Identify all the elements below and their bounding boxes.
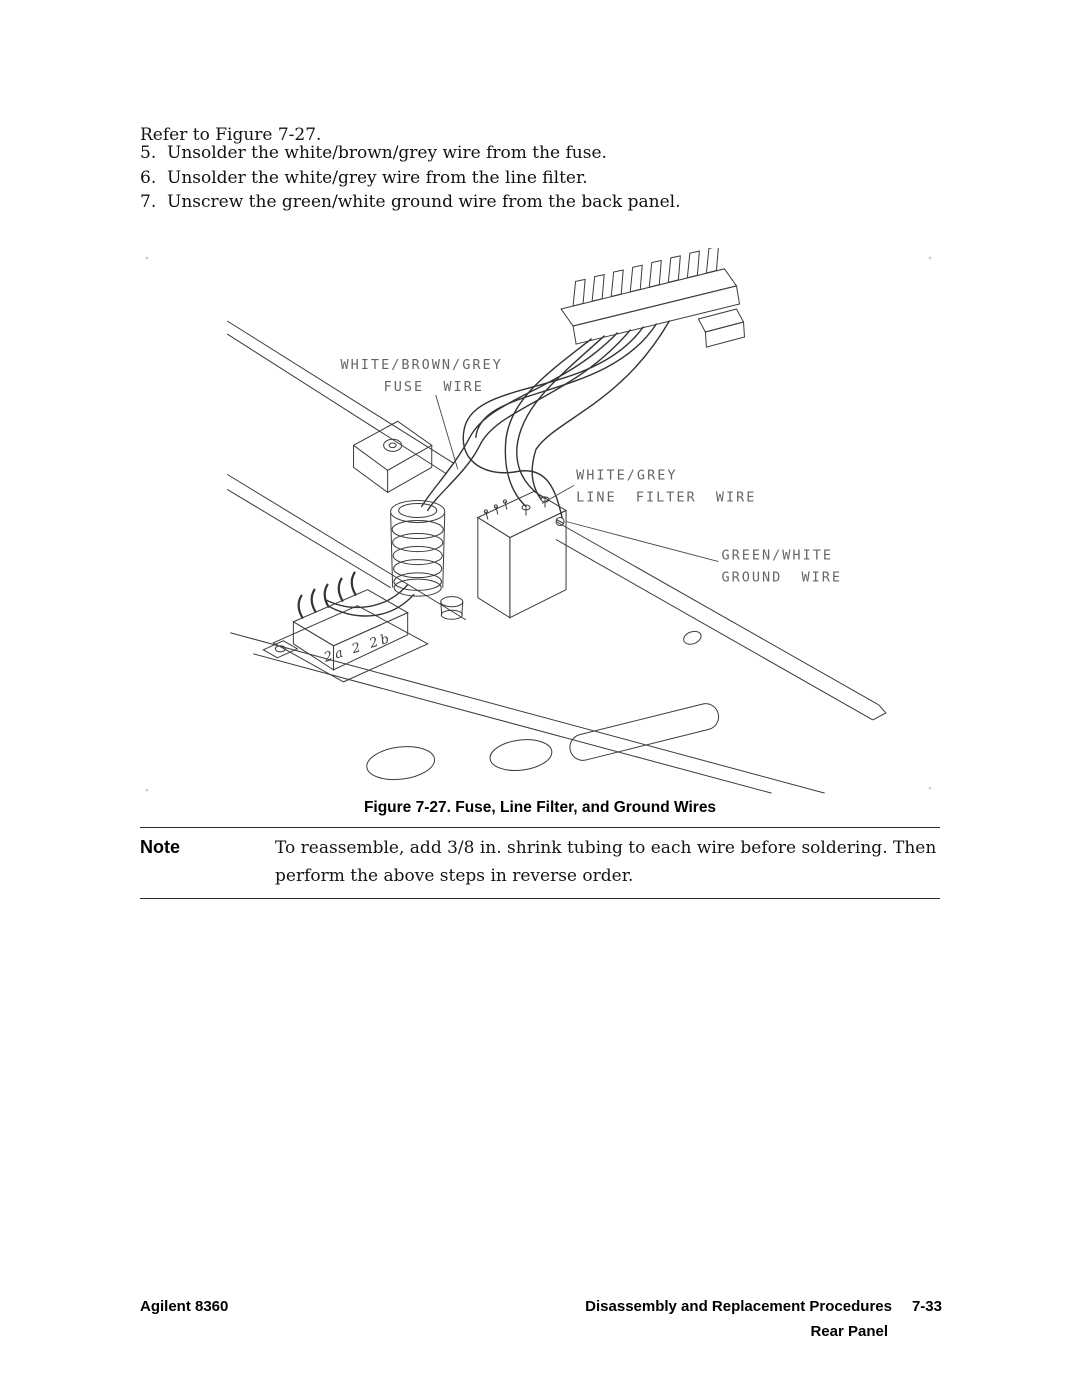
note-label: Note — [140, 837, 180, 857]
note-text — [275, 835, 936, 890]
fuse-holder — [391, 500, 463, 619]
fuse-wire-label-line2: FUSE WIRE — [383, 379, 484, 396]
step-6-text: Unsolder the white/grey wire from the line filter. — [167, 167, 588, 188]
step-5-text: Unsolder the white/brown/grey wire from the fuse. — [167, 143, 607, 163]
footer-page-number: 7-33 — [911, 1298, 942, 1315]
step-6 — [140, 166, 681, 191]
intro-text: Refer to Figure 7-27. — [140, 125, 322, 145]
figure-7-27-drawing — [135, 248, 947, 796]
step-5 — [140, 141, 681, 166]
terminal-markings: 2a 2 2b — [322, 630, 394, 666]
footer-chapter-title: Disassembly and Replacement Procedures — [585, 1298, 892, 1315]
note-text-line1: To reassemble, add 3/8 in. shrink tubing to each wire before soldering. Then — [275, 838, 937, 858]
step-7 — [140, 190, 681, 215]
fuse-line-filter-illustration — [135, 248, 947, 796]
step-5-number: 5. — [140, 143, 157, 163]
connector — [561, 248, 744, 347]
footer-section: Rear Panel — [810, 1323, 888, 1340]
divider-top — [140, 827, 940, 828]
step-7-text: Unscrew the green/white ground wire from the back panel. — [167, 192, 681, 213]
step-6-number: 6. — [140, 167, 157, 188]
footer-chapter — [585, 1298, 942, 1315]
fuse-wire-label-line1: WHITE/BROWN/GREY — [340, 357, 503, 374]
line-filter — [478, 491, 566, 617]
note-text-line2: perform the above steps in reverse order. — [275, 865, 634, 886]
ground-wire-label-line1: GREEN/WHITE — [721, 547, 834, 564]
steps-list — [140, 141, 681, 215]
figure-caption: Figure 7-27. Fuse, Line Filter, and Ground Wires — [363, 799, 717, 816]
line-filter-label-line1: WHITE/GREY — [576, 467, 678, 484]
step-7-number: 7. — [140, 192, 157, 213]
footer-product: Agilent 8360 — [140, 1298, 229, 1315]
ground-wire-label-line2: GROUND WIRE — [721, 569, 843, 586]
line-filter-label-line2: LINE FILTER WIRE — [576, 489, 757, 506]
divider-bottom — [140, 898, 940, 899]
